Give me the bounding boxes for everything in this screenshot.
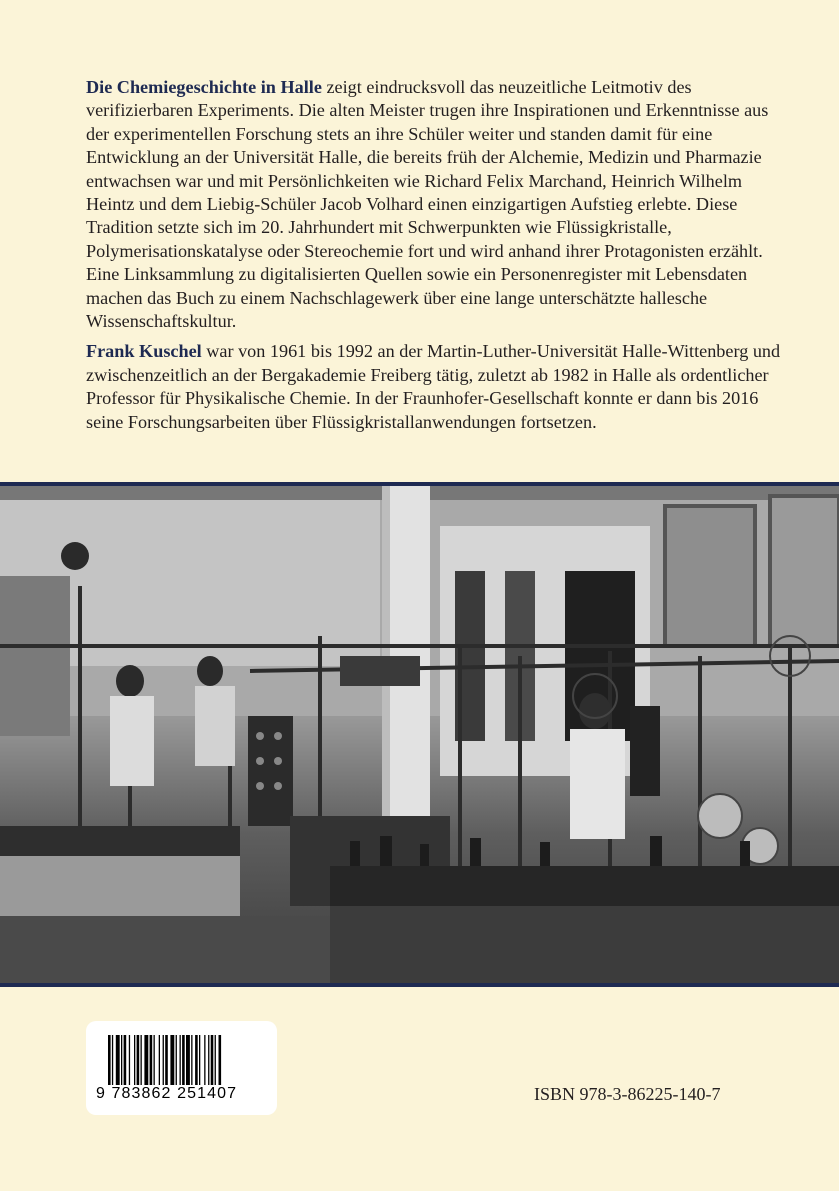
- author-bio: war von 1961 bis 1992 an der Martin-Luther-Universität Halle-Wittenberg und zwischenzeitlich an der Bergakademie Freiberg tätig, zuletzt ab 1982 in Halle als ordentlicher Professor für Physikalische Chemie. In der Fraunhofer-Gesellschaft konnte er dann bis 2016 seine Forschungsarbeiten über Flüssigkristallanwendungen fortsetzen.: [86, 341, 781, 432]
- barcode-bar: [199, 1035, 200, 1085]
- back-cover-text: [86, 76, 786, 441]
- barcode-bar: [176, 1035, 177, 1085]
- barcode-bar: [124, 1035, 127, 1085]
- barcode-bar: [154, 1035, 155, 1085]
- barcode-bar: [170, 1035, 174, 1085]
- laboratory-photo-illustration: [0, 486, 839, 983]
- blurb-text: zeigt eindrucksvoll das neuzeitliche Leitmotiv des verifizierbaren Experiments. Die alten Meister trugen ihre Inspirationen und Erkenntnisse aus der experimentellen Forschung stets an ihre Schüler weiter und standen damit für eine Entwicklung an der Universität Halle, die bereits früh der Alchemie, Medizin und Pharmazie entwachsen war und mit Persönlichkeiten wie Richard Felix Marchand, Heinrich Wilhelm Heintz und dem Liebig-Schüler Jacob Volhard einen einzigartigen Aufstieg erlebte. Diese Tradition setzte sich im 20. Jahrhundert mit Schwerpunkten wie Flüssigkristalle, Polymerisationskatalyse oder Stereochemie fort und wird anhand ihrer Protagonisten erzählt. Eine Linksammlung zu digitalisierten Quellen sowie ein Personenregister mit Lebensdaten machen das Buch zu einem Nachschlagewerk über eine lange unterschätzte hallesche Wissenschaftskultur.: [86, 77, 769, 332]
- barcode-bar: [112, 1035, 113, 1085]
- laboratory-photo: [0, 482, 839, 987]
- barcode-bar: [144, 1035, 148, 1085]
- barcode-bar: [150, 1035, 153, 1085]
- barcode-label: [86, 1021, 277, 1115]
- barcode-bar: [195, 1035, 198, 1085]
- barcode-bar: [211, 1035, 214, 1085]
- barcode-bar: [215, 1035, 216, 1085]
- barcode-bar: [116, 1035, 120, 1085]
- barcode-bar: [191, 1035, 192, 1085]
- barcode-bar: [121, 1035, 122, 1085]
- barcode-bars-icon: [108, 1035, 258, 1085]
- barcode-bar: [208, 1035, 209, 1085]
- blurb-lead: Die Chemiegeschichte in Halle: [86, 77, 322, 97]
- author-name: Frank Kuschel: [86, 341, 202, 362]
- barcode-bar: [129, 1035, 130, 1085]
- blurb-paragraph: [86, 76, 786, 333]
- barcode-bar: [134, 1035, 135, 1085]
- barcode-bar: [141, 1035, 142, 1085]
- barcode-bar: [108, 1035, 111, 1085]
- barcode-bar: [163, 1035, 164, 1085]
- barcode-bar: [182, 1035, 185, 1085]
- barcode-digits: 9 783862 251407: [96, 1085, 238, 1102]
- barcode-bar: [219, 1035, 222, 1085]
- barcode-bar: [137, 1035, 140, 1085]
- author-paragraph: [86, 340, 786, 434]
- barcode-bar: [186, 1035, 190, 1085]
- barcode-bar: [180, 1035, 181, 1085]
- barcode-bar: [165, 1035, 168, 1085]
- barcode-bar: [204, 1035, 205, 1085]
- barcode-bar: [159, 1035, 160, 1085]
- isbn-number: ISBN 978-3-86225-140-7: [534, 1084, 721, 1104]
